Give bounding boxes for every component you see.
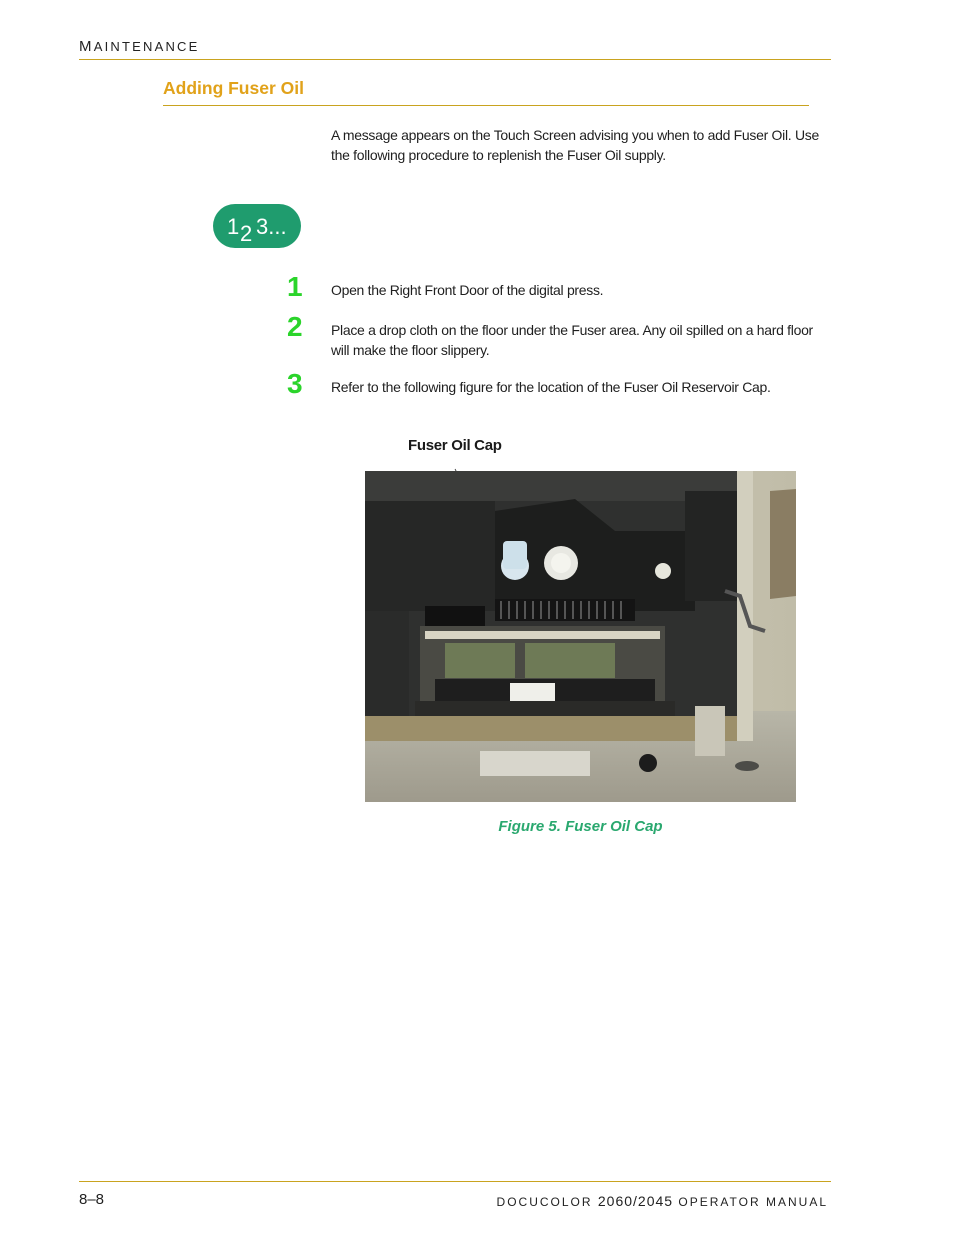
step-number: 3 [287,368,303,399]
figure-caption: Figure 5. Fuser Oil Cap [498,818,663,835]
section-divider [163,105,809,106]
step-number: 2 [287,311,303,342]
manual-title-prefix: DOCUCOLOR [496,1195,598,1209]
header-divider [79,59,831,60]
intro-paragraph: A message appears on the Touch Screen advising you when to add Fuser Oil. Use the following procedure to replenish the Fuser Oil supply. [331,127,819,163]
badge-digit-3: 3... [256,214,287,239]
footer-divider [79,1181,831,1182]
manual-title [497,1193,828,1209]
fuser-oil-photo [365,471,796,802]
section-title: Adding Fuser Oil [163,78,304,98]
figure-callout-label: Fuser Oil Cap [408,437,502,454]
header-initial: M [79,38,94,55]
running-header [79,38,200,55]
badge-digit-1: 1 [227,214,240,239]
manual-title-suffix: OPERATOR MANUAL [673,1195,828,1209]
header-rest: AINTENANCE [93,39,200,54]
badge-digit-2: 2 [240,221,253,246]
step-text: Open the Right Front Door of the digital press. [331,282,604,298]
step-number: 1 [287,271,303,302]
manual-model: 2060/2045 [597,1193,674,1209]
procedure-badge-icon [213,204,301,248]
page-number: 8–8 [79,1191,105,1208]
step-text: Refer to the following figure for the location of the Fuser Oil Reservoir Cap. [331,379,771,395]
step-text: Place a drop cloth on the floor under the Fuser area. Any oil spilled on a hard floor will make the floor slippery. [331,322,813,358]
